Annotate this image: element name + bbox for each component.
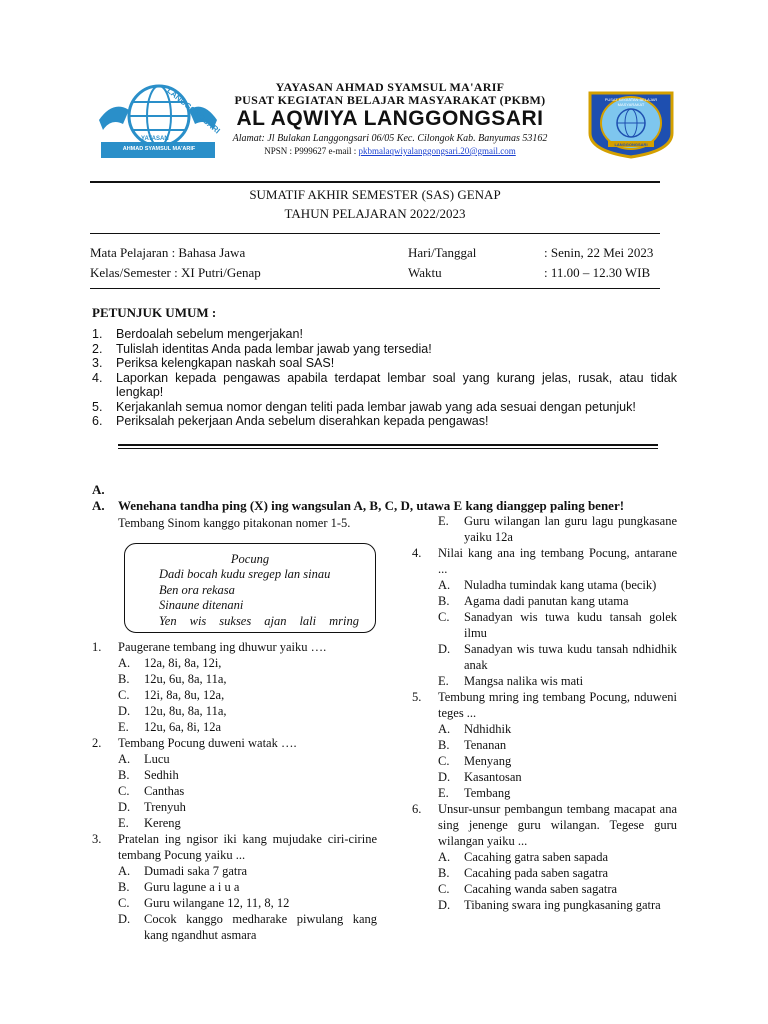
question-item <box>92 735 377 831</box>
option-text: Nuladha tumindak kang utama (becik) <box>464 578 657 592</box>
info-bottom-divider <box>90 288 660 289</box>
answer-option[interactable] <box>92 863 377 879</box>
instruction-text: Kerjakanlah semua nomor dengan teliti pada lembar jawab yang ada sesuai dengan petunjuk! <box>116 399 636 414</box>
option-letter: E. <box>118 720 129 734</box>
email-link[interactable]: pkbmalaqwiyalanggongsari.20@gmail.com <box>358 146 516 156</box>
instruction-item <box>92 400 677 415</box>
option-text: Mangsa nalika wis mati <box>464 674 584 688</box>
answer-option[interactable] <box>412 737 677 753</box>
answer-option[interactable] <box>412 785 677 801</box>
question-number: 3. <box>92 832 102 846</box>
option-text: Tibaning swara ing pungkasaning gatra <box>464 898 661 912</box>
instructions-list <box>92 327 677 429</box>
option-letter: A. <box>118 864 131 878</box>
right-logo-bottom: LANGGONGSARI <box>614 142 648 147</box>
option-letter: B. <box>118 880 130 894</box>
answer-option[interactable] <box>92 687 377 703</box>
option-letter: E. <box>438 674 449 688</box>
time-label: Waktu <box>408 265 442 280</box>
question-text: Paugerane tembang ing dhuwur yaiku …. <box>118 640 327 654</box>
poem-line: Sinaune ditenani <box>159 598 244 612</box>
section-instruction: Wenehana tandha ping (X) ing wangsulan A, B, C, D, utawa E kang dianggep paling bener! <box>118 498 625 513</box>
instruction-text: Periksa kelengkapan naskah soal SAS! <box>116 356 335 370</box>
option-letter: A. <box>438 578 451 592</box>
answer-option[interactable] <box>412 769 677 785</box>
option-text: 12u, 6a, 8i, 12a <box>144 720 222 734</box>
answer-option[interactable] <box>412 753 677 769</box>
option-text: Cocok kanggo medharake piwulang kang kang ngandhut asmara <box>144 912 377 942</box>
option-text: Canthas <box>144 784 185 798</box>
left-logo-bottom: YAYASAN <box>141 136 169 142</box>
option-letter: D. <box>118 912 131 926</box>
question-item <box>92 639 377 735</box>
option-text: Tenanan <box>464 738 507 752</box>
question-item <box>412 689 677 801</box>
npsn-label: NPSN : P999627 e-mail : <box>264 146 359 156</box>
answer-option[interactable] <box>412 849 677 865</box>
option-letter: A. <box>438 722 451 736</box>
question-stem <box>412 689 677 721</box>
question-number: 6. <box>412 802 422 816</box>
left-logo-text: LANGGONGSARI <box>165 86 222 136</box>
instruction-text: Laporkan kepada pengawas apabila terdapat lembar soal yang kurang jelas, rusak, atau tidak lengkap! <box>116 370 677 399</box>
question-number: 4. <box>412 546 422 560</box>
section-sub-label: A. <box>92 498 105 513</box>
option-text: Cacahing wanda saben sagatra <box>464 882 618 896</box>
option-text: Menyang <box>464 754 512 768</box>
exam-title: SUMATIF AKHIR SEMESTER (SAS) GENAP <box>249 187 501 202</box>
option-text: Kereng <box>144 816 181 830</box>
answer-option[interactable] <box>412 881 677 897</box>
instruction-item <box>92 327 677 342</box>
option-text: Sanadyan wis tuwa kudu tansah golek ilmu <box>464 610 677 640</box>
right-logo-text: PUSAT KEGIATAN BELAJAR MASYARAKAT <box>604 97 658 107</box>
foundation-name: YAYASAN AHMAD SYAMSUL MA'ARIF <box>275 80 505 94</box>
instruction-item <box>92 414 677 429</box>
question-item <box>412 801 677 913</box>
instruction-number: 5. <box>92 399 103 414</box>
option-text: Ndhidhik <box>464 722 512 736</box>
question-item <box>92 831 377 943</box>
instruction-number: 1. <box>92 327 103 341</box>
npsn-line <box>190 146 590 156</box>
instructions-divider-2 <box>118 448 658 449</box>
instruction-number: 3. <box>92 356 103 370</box>
option-text: Guru wilangane 12, 11, 8, 12 <box>144 896 290 910</box>
answer-option[interactable] <box>412 721 677 737</box>
answer-option[interactable] <box>92 911 377 943</box>
instruction-number: 4. <box>92 370 103 385</box>
answer-option[interactable] <box>92 799 377 815</box>
poem-line: Ben ora rekasa <box>159 582 235 597</box>
option-text: Trenyuh <box>144 800 186 814</box>
time-value: : 11.00 – 12.30 WIB <box>544 265 651 280</box>
instruction-item <box>92 371 677 400</box>
poem-box <box>124 543 376 633</box>
instruction-item <box>92 356 677 371</box>
poem-line: Yen wis sukses ajan lali mring <box>159 613 359 628</box>
question-text: Tembung mring ing tembang Pocung, nduweni teges ... <box>438 690 677 720</box>
question-stem <box>92 831 377 863</box>
center-name: PUSAT KEGIATAN BELAJAR MASYARAKAT (PKBM) <box>234 93 546 107</box>
answer-option[interactable] <box>412 609 677 641</box>
question-item <box>412 545 677 689</box>
answer-option[interactable] <box>412 593 677 609</box>
option-letter: D. <box>438 642 451 656</box>
section-intro: Tembang Sinom kanggo pitakonan nomer 1-5. <box>118 516 351 530</box>
question-stem <box>412 545 677 577</box>
question-text: Nilai kang ana ing tembang Pocung, antarane ... <box>438 546 677 576</box>
question-text: Unsur-unsur pembangun tembang macapat ana sing jenenge guru wilangan. Tegese guru wilangan yaiku ... <box>438 802 677 848</box>
instruction-text: Berdoalah sebelum mengerjakan! <box>116 327 303 341</box>
option-letter: E. <box>118 816 129 830</box>
option-text: Cacahing pada saben sagatra <box>464 866 609 880</box>
questions-right-column <box>412 513 677 913</box>
question-text: Tembang Pocung duweni watak …. <box>118 736 297 750</box>
option-letter: B. <box>438 594 450 608</box>
option-letter: A. <box>118 752 131 766</box>
option-letter: B. <box>438 866 450 880</box>
option-text: Agama dadi panutan kang utama <box>464 594 629 608</box>
school-address: Alamat: Jl Bulakan Langgongsari 06/05 Kec. Cilongok Kab. Banyumas 53162 <box>232 133 548 144</box>
option-letter: C. <box>438 610 450 624</box>
answer-option[interactable] <box>92 703 377 719</box>
option-text: Kasantosan <box>464 770 522 784</box>
option-letter: E. <box>438 514 449 528</box>
exam-year: TAHUN PELAJARAN 2022/2023 <box>284 206 466 221</box>
option-text: Dumadi saka 7 gatra <box>144 864 248 878</box>
question-text: Pratelan ing ngisor iki kang mujudake ciri-cirine tembang Pocung yaiku ... <box>118 832 377 862</box>
instruction-number: 6. <box>92 414 103 428</box>
option-letter: D. <box>438 898 451 912</box>
option-letter: E. <box>438 786 449 800</box>
option-text: Guru lagune a i u a <box>144 880 240 894</box>
option-letter: D. <box>438 770 451 784</box>
answer-option[interactable] <box>412 577 677 593</box>
option-letter: C. <box>118 784 130 798</box>
instruction-number: 2. <box>92 341 103 356</box>
question-number: 5. <box>412 690 422 704</box>
option-letter: B. <box>118 768 130 782</box>
questions-left-column <box>92 639 377 943</box>
subject-info: Mata Pelajaran : Bahasa Jawa <box>90 245 246 260</box>
option-letter: A. <box>118 656 131 670</box>
class-info: Kelas/Semester : XI Putri/Genap <box>90 265 261 280</box>
option-letter: A. <box>438 850 451 864</box>
answer-option[interactable] <box>92 751 377 767</box>
option-text: 12a, 8i, 8a, 12i, <box>144 656 222 670</box>
question-stem <box>92 735 377 751</box>
poem-lines <box>159 567 359 629</box>
option-text: 12i, 8a, 8u, 12a, <box>144 688 225 702</box>
answer-option[interactable] <box>412 641 677 673</box>
answer-option[interactable] <box>412 865 677 881</box>
poem-title: Pocung <box>230 552 270 566</box>
answer-option[interactable] <box>92 783 377 799</box>
instructions-divider-1 <box>118 444 658 446</box>
option-letter: D. <box>118 704 131 718</box>
option-letter: C. <box>438 882 450 896</box>
question-item <box>412 513 677 545</box>
pkbm-logo <box>586 89 676 159</box>
question-number: 2. <box>92 736 102 750</box>
option-text: 12u, 6u, 8a, 11a, <box>144 672 227 686</box>
answer-option[interactable] <box>92 719 377 735</box>
option-letter: D. <box>118 800 131 814</box>
option-text: Lucu <box>144 752 170 766</box>
option-text: Sedhih <box>144 768 179 782</box>
section-label: A. <box>92 482 105 497</box>
instruction-item <box>92 342 677 357</box>
option-letter: C. <box>438 754 450 768</box>
instruction-text: Periksalah pekerjaan Anda sebelum diserahkan kepada pengawas! <box>116 414 489 428</box>
answer-option[interactable] <box>92 815 377 831</box>
poem-line: Dadi bocah kudu sregep lan sinau <box>159 567 331 581</box>
answer-option[interactable] <box>412 897 677 913</box>
header-divider <box>90 181 660 183</box>
answer-option[interactable] <box>92 671 377 687</box>
answer-option[interactable] <box>92 767 377 783</box>
answer-option[interactable] <box>412 513 677 545</box>
option-letter: C. <box>118 688 130 702</box>
option-letter: B. <box>438 738 450 752</box>
instructions-heading: PETUNJUK UMUM : <box>92 305 217 320</box>
option-letter: B. <box>118 672 130 686</box>
option-text: Cacahing gatra saben sapada <box>464 850 609 864</box>
question-stem <box>412 801 677 849</box>
answer-option[interactable] <box>92 895 377 911</box>
info-top-divider <box>90 233 660 234</box>
day-value: : Senin, 22 Mei 2023 <box>544 245 654 260</box>
option-text: Sanadyan wis tuwa kudu tansah ndhidhik anak <box>464 642 677 672</box>
option-text: Tembang <box>464 786 511 800</box>
left-logo-bottom2: AHMAD SYAMSUL MA'ARIF <box>122 146 196 152</box>
school-name: AL AQWIYA LANGGONGSARI <box>236 107 544 130</box>
answer-option[interactable] <box>412 673 677 689</box>
question-stem <box>92 639 377 655</box>
day-label: Hari/Tanggal <box>408 245 477 260</box>
question-number: 1. <box>92 640 102 654</box>
answer-option[interactable] <box>92 879 377 895</box>
instruction-text: Tulislah identitas Anda pada lembar jawab yang tersedia! <box>116 341 432 356</box>
answer-option[interactable] <box>92 655 377 671</box>
option-text: Guru wilangan lan guru lagu pungkasane yaiku 12a <box>464 514 677 544</box>
option-text: 12u, 8u, 8a, 11a, <box>144 704 227 718</box>
option-letter: C. <box>118 896 130 910</box>
